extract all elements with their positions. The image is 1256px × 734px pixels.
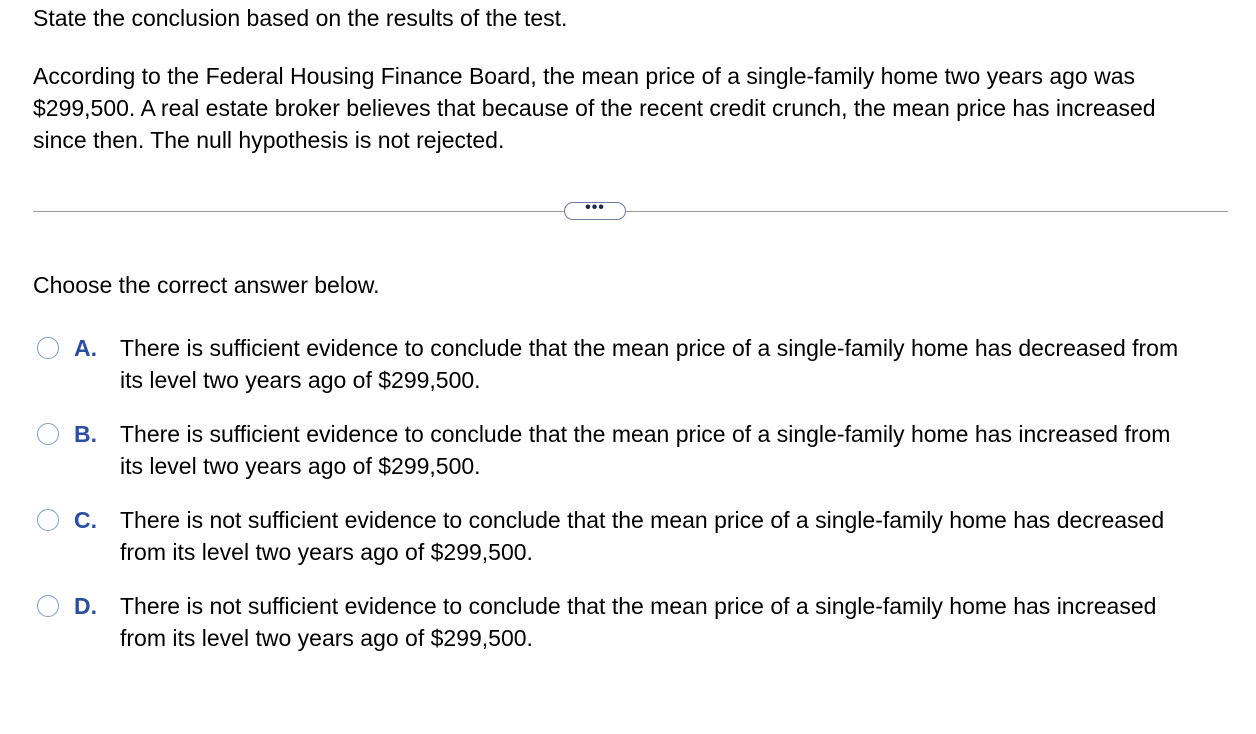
option-letter-b: B.	[74, 421, 97, 447]
radio-button-a[interactable]	[37, 337, 59, 359]
answer-option-d[interactable]	[37, 590, 1217, 654]
option-text-c: There is not sufficient evidence to conclude that the mean price of a single-family home has decreased from its level two years ago of $299,500.	[120, 507, 1165, 565]
radio-button-c[interactable]	[37, 509, 59, 531]
option-letter-c: C.	[74, 507, 97, 533]
question-text: According to the Federal Housing Finance Board, the mean price of a single-family home two years ago was $299,500. A real estate broker believes that because of the recent credit crunch, the mean price has increased since then. The null hypothesis is not rejected.	[33, 63, 1156, 153]
option-letter-a: A.	[74, 335, 97, 361]
answer-option-b[interactable]	[37, 418, 1217, 482]
expand-more-button[interactable]	[564, 199, 626, 220]
section-divider	[33, 211, 1228, 212]
radio-button-b[interactable]	[37, 423, 59, 445]
option-text-d: There is not sufficient evidence to conclude that the mean price of a single-family home has increased from its level two years ago of $299,500.	[120, 593, 1157, 651]
instruction-text: State the conclusion based on the results of the test.	[33, 5, 568, 31]
answer-prompt: Choose the correct answer below.	[33, 272, 380, 298]
option-letter-d: D.	[74, 593, 97, 619]
answer-option-a[interactable]	[37, 332, 1217, 396]
answer-option-c[interactable]	[37, 504, 1217, 568]
more-dots-icon: •••	[585, 199, 605, 216]
option-text-a: There is sufficient evidence to conclude that the mean price of a single-family home has decreased from its level two years ago of $299,500.	[120, 335, 1179, 393]
option-text-b: There is sufficient evidence to conclude that the mean price of a single-family home has increased from its level two years ago of $299,500.	[120, 421, 1171, 479]
radio-button-d[interactable]	[37, 595, 59, 617]
